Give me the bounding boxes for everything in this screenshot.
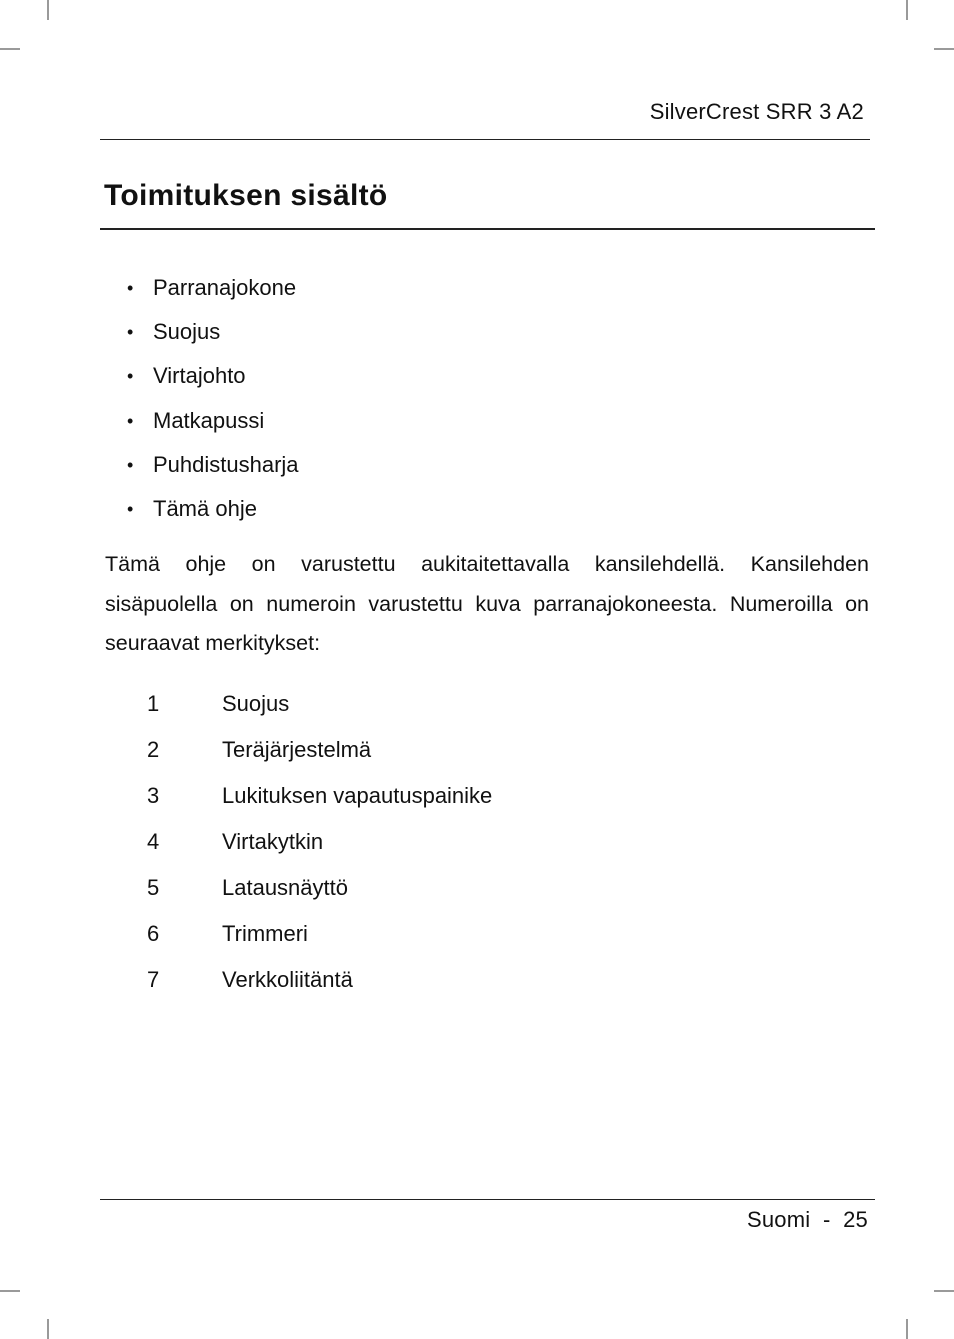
legend-number: 4 xyxy=(147,829,160,854)
footer-rule xyxy=(100,1199,875,1200)
list-item xyxy=(127,270,299,314)
crop-mark xyxy=(47,0,49,20)
contents-list xyxy=(127,270,299,535)
legend-label: Latausnäyttö xyxy=(222,875,348,900)
legend-label: Lukituksen vapautuspainike xyxy=(222,783,493,808)
legend-number: 7 xyxy=(147,967,160,992)
legend-row xyxy=(147,824,492,870)
list-item xyxy=(127,358,299,402)
legend-number: 1 xyxy=(147,691,160,716)
legend-row xyxy=(147,916,492,962)
header-rule xyxy=(100,139,870,140)
list-item-label: Suojus xyxy=(153,319,221,345)
crop-mark xyxy=(47,1319,49,1339)
legend-number: 6 xyxy=(147,921,160,946)
header-product: SilverCrest SRR 3 A2 xyxy=(649,99,864,124)
page-title: Toimituksen sisältö xyxy=(104,179,388,212)
bullet-icon: • xyxy=(127,366,134,387)
legend-label: Trimmeri xyxy=(222,921,308,946)
list-item-label: Virtajohto xyxy=(153,363,246,389)
legend-label: Virtakytkin xyxy=(222,829,324,854)
legend-row xyxy=(147,686,492,732)
crop-mark xyxy=(906,1319,908,1339)
legend-row xyxy=(147,732,492,778)
bullet-icon: • xyxy=(127,454,134,475)
legend-label: Verkkoliitäntä xyxy=(222,967,353,992)
list-item xyxy=(127,314,299,358)
legend-number: 3 xyxy=(147,783,160,808)
list-item xyxy=(127,403,299,447)
list-item-label: Parranajokone xyxy=(153,275,297,300)
intro-paragraph: Tämä ohje on varustettu aukitaitettavalla kansilehdellä. Kansilehden sisäpuolella on numeroin varustettu kuva parranajokoneesta. Numeroilla on seuraavat merkitykset: xyxy=(105,552,869,655)
list-item xyxy=(127,447,299,491)
legend-list xyxy=(147,686,492,1008)
title-rule xyxy=(100,228,875,230)
bullet-icon: • xyxy=(127,278,134,298)
bullet-icon: • xyxy=(127,410,134,431)
crop-mark xyxy=(0,1290,20,1292)
list-item-label: Tämä ohje xyxy=(153,495,257,521)
legend-number: 5 xyxy=(147,875,160,900)
legend-row xyxy=(147,962,492,1008)
crop-mark xyxy=(906,0,908,20)
legend-row xyxy=(147,778,492,824)
legend-row xyxy=(147,870,492,916)
list-item xyxy=(127,491,299,535)
crop-mark xyxy=(0,48,20,50)
legend-label: Suojus xyxy=(222,691,290,716)
list-item-label: Matkapussi xyxy=(153,407,265,433)
legend-number: 2 xyxy=(147,737,160,762)
footer-page-number: Suomi - 25 xyxy=(746,1207,868,1232)
crop-mark xyxy=(934,1290,954,1292)
crop-mark xyxy=(934,48,954,50)
bullet-icon: • xyxy=(127,498,134,519)
list-item-label: Puhdistusharja xyxy=(153,451,299,477)
legend-label: Teräjärjestelmä xyxy=(222,737,372,762)
bullet-icon: • xyxy=(127,322,134,343)
